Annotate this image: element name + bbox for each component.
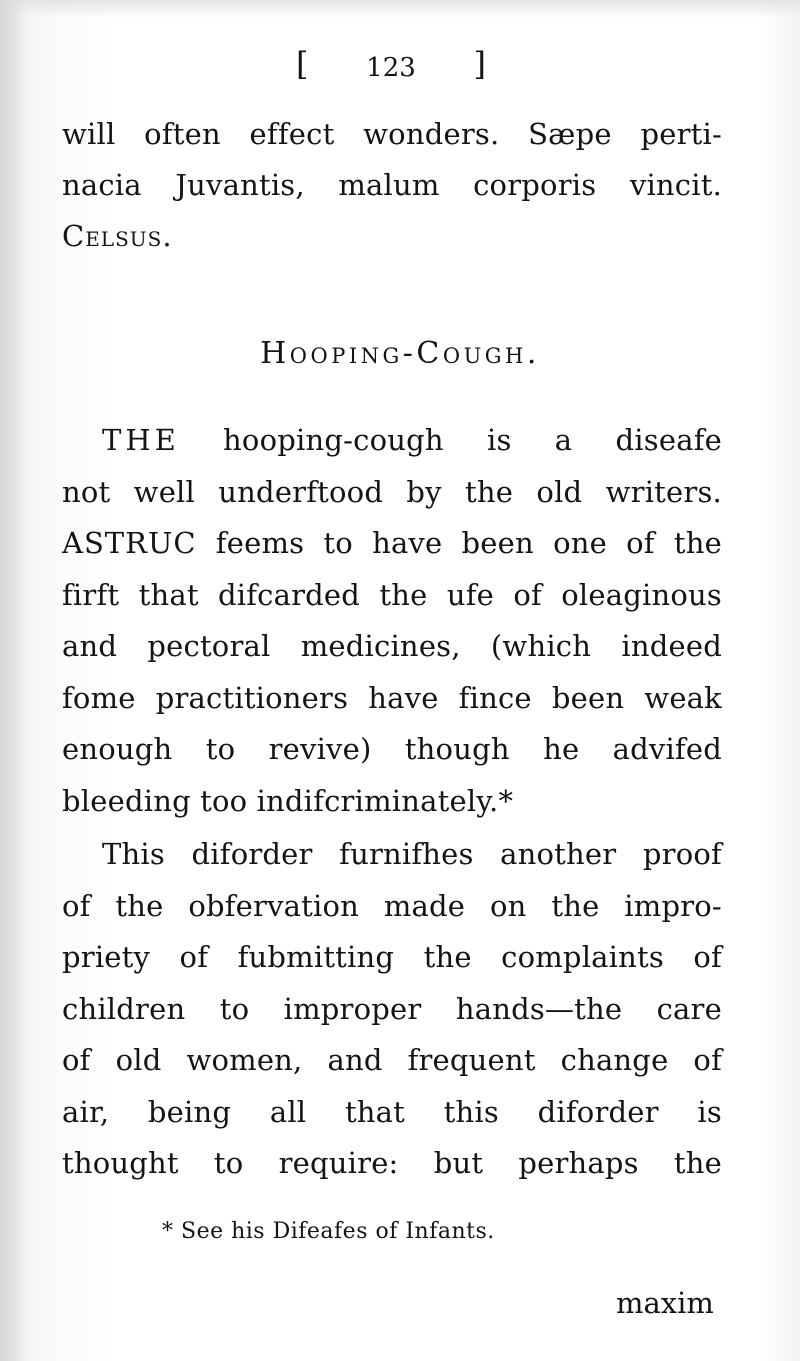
word: Sæpe xyxy=(528,117,612,151)
page-top-shadow xyxy=(0,0,800,18)
word: frequent xyxy=(407,1043,536,1077)
word: is xyxy=(697,1095,722,1129)
page-number-open-bracket: [ xyxy=(296,45,309,83)
word: old xyxy=(115,1043,162,1077)
word: of xyxy=(693,1043,722,1077)
word: and xyxy=(62,629,118,663)
text-line xyxy=(62,937,722,977)
word: to xyxy=(219,992,250,1026)
word: the xyxy=(551,889,600,923)
word: have xyxy=(368,681,439,715)
text-line xyxy=(62,678,722,718)
word: will xyxy=(62,117,116,151)
text-line xyxy=(62,1143,722,1183)
word: not xyxy=(62,475,111,509)
text-line xyxy=(62,575,722,615)
text-line xyxy=(62,523,722,563)
text-line xyxy=(102,420,722,460)
word: advifed xyxy=(612,732,722,766)
word: nacia xyxy=(62,168,142,202)
word: This xyxy=(102,837,165,871)
word: wonders. xyxy=(363,117,500,151)
word: bleeding xyxy=(62,784,191,818)
word: fubmitting xyxy=(237,940,395,974)
word: too xyxy=(200,784,248,818)
word: women, xyxy=(186,1043,303,1077)
word: indeed xyxy=(621,629,722,663)
word: of xyxy=(626,526,655,560)
word: hooping-cough xyxy=(223,423,444,457)
word: the xyxy=(115,889,164,923)
text-line xyxy=(62,114,722,154)
word: one xyxy=(553,526,607,560)
word: practitioners xyxy=(155,681,349,715)
page-gutter-shadow xyxy=(0,0,26,1361)
word: often xyxy=(144,117,221,151)
word: oleaginous xyxy=(561,578,722,612)
word: difcarded xyxy=(218,578,361,612)
word: perhaps xyxy=(518,1146,639,1180)
word: weak xyxy=(644,681,722,715)
word: of xyxy=(62,1043,91,1077)
word: priety xyxy=(62,940,151,974)
word: been xyxy=(461,526,534,560)
page-number-close-bracket: ] xyxy=(473,45,486,83)
word: (which xyxy=(490,629,592,663)
page-number-value: 123 xyxy=(366,53,416,83)
word: improper xyxy=(283,992,422,1026)
word: fome xyxy=(62,681,136,715)
word: corporis xyxy=(473,168,597,202)
word: of xyxy=(62,889,91,923)
citation-celsus: Celsus. xyxy=(62,219,173,253)
catchword: maxim xyxy=(616,1286,714,1320)
word: medicines, xyxy=(300,629,461,663)
word: enough xyxy=(62,732,173,766)
word: THE xyxy=(102,423,180,457)
word: feems xyxy=(215,526,305,560)
word: require: xyxy=(278,1146,399,1180)
word: but xyxy=(433,1146,484,1180)
word: well xyxy=(133,475,196,509)
word: obfervation xyxy=(188,889,360,923)
word: old xyxy=(536,475,583,509)
word: another xyxy=(500,837,617,871)
word: underftood xyxy=(218,475,384,509)
word: children xyxy=(62,992,186,1026)
word: perti- xyxy=(640,117,722,151)
word: to xyxy=(213,1146,244,1180)
word: by xyxy=(406,475,442,509)
word: pectoral xyxy=(147,629,271,663)
word: all xyxy=(269,1095,307,1129)
word: that xyxy=(138,578,199,612)
text-line xyxy=(62,165,722,205)
text-line xyxy=(62,989,722,1029)
word: made xyxy=(383,889,466,923)
word: a xyxy=(554,423,573,457)
word: care xyxy=(656,992,722,1026)
word: ASTRUC xyxy=(62,526,197,560)
word: he xyxy=(543,732,580,766)
text-line xyxy=(62,626,722,666)
word: change xyxy=(560,1043,669,1077)
word: the xyxy=(379,578,428,612)
text-line xyxy=(62,472,722,512)
word: that xyxy=(344,1095,406,1129)
word: though xyxy=(404,732,510,766)
word: malum xyxy=(338,168,440,202)
word: ufe xyxy=(446,578,494,612)
page-number xyxy=(296,42,486,90)
word: and xyxy=(327,1043,383,1077)
word: fince xyxy=(458,681,532,715)
word: of xyxy=(179,940,209,974)
word: hands—the xyxy=(455,992,623,1026)
word: effect xyxy=(249,117,335,151)
word: diforder xyxy=(191,837,313,871)
word: this xyxy=(443,1095,499,1129)
word: have xyxy=(372,526,443,560)
text-line xyxy=(62,729,722,769)
word: vincit. xyxy=(629,168,722,202)
word: writers. xyxy=(605,475,722,509)
section-heading: Hooping-Cough. xyxy=(260,336,540,371)
word: revive) xyxy=(268,732,372,766)
word: furnifhes xyxy=(339,837,474,871)
word: is xyxy=(486,423,512,457)
text-line xyxy=(62,886,722,926)
word: firft xyxy=(62,578,120,612)
word: diforder xyxy=(537,1095,659,1129)
word: the xyxy=(465,475,514,509)
text-line xyxy=(62,781,722,821)
word: the xyxy=(673,526,722,560)
word: on xyxy=(490,889,527,923)
word: the xyxy=(423,940,472,974)
word: to xyxy=(205,732,236,766)
text-line xyxy=(62,1092,722,1132)
word: of xyxy=(513,578,542,612)
word: being xyxy=(147,1095,232,1129)
word: thought xyxy=(62,1146,179,1180)
footnote: * See his Difeafes of Infants. xyxy=(162,1219,495,1244)
word: complaints xyxy=(501,940,664,974)
word: been xyxy=(551,681,625,715)
word: air, xyxy=(62,1095,110,1129)
word: proof xyxy=(642,837,722,871)
word: the xyxy=(673,1146,722,1180)
word: indifcriminately.* xyxy=(256,784,514,818)
word: diseafe xyxy=(615,423,722,457)
text-line xyxy=(62,1040,722,1080)
word: of xyxy=(693,940,722,974)
word: to xyxy=(323,526,353,560)
text-line xyxy=(102,834,722,874)
word: impro- xyxy=(624,889,722,923)
word: Juvantis, xyxy=(175,168,305,202)
